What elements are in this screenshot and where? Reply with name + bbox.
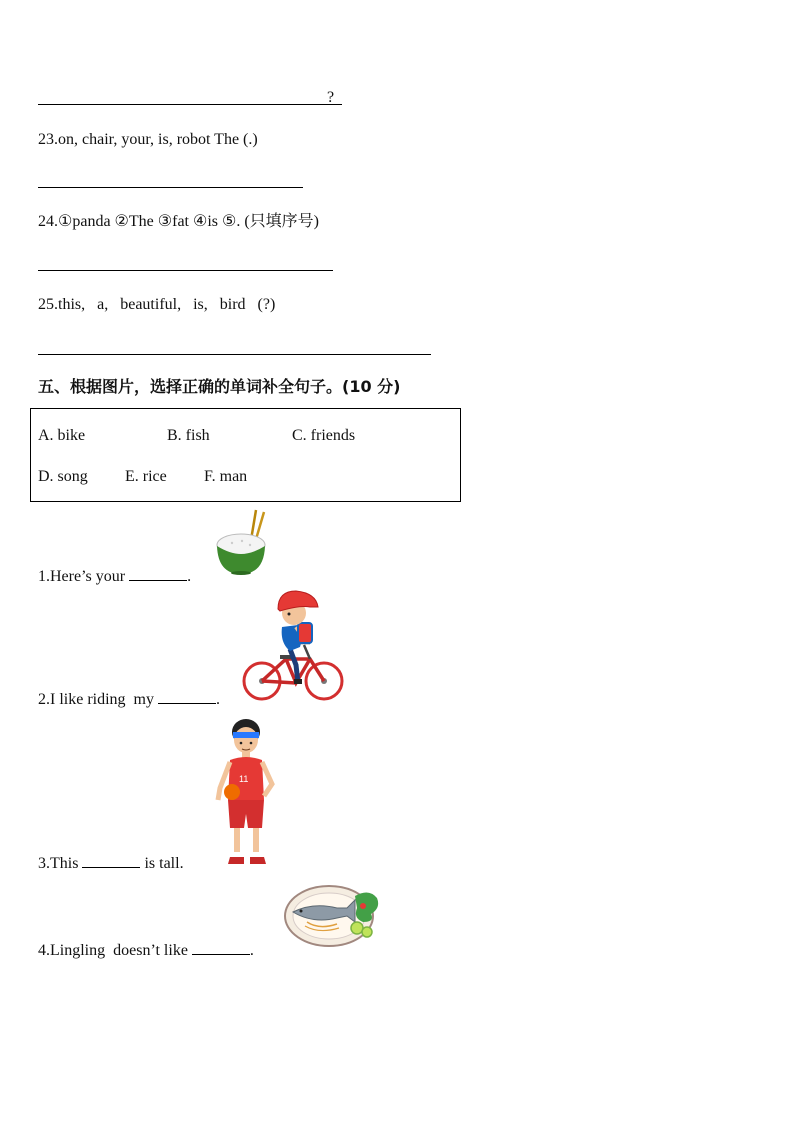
item-4-after: .	[249, 942, 254, 959]
fish-plate-icon	[283, 878, 383, 950]
answer-line-24[interactable]	[38, 270, 333, 271]
boy-on-bike-icon	[240, 587, 348, 703]
item-1-blank[interactable]	[129, 566, 187, 581]
basketball-man-icon	[206, 716, 278, 868]
option-c: C. friends	[292, 427, 356, 444]
option-f: F. man	[204, 468, 248, 485]
svg-text:11: 11	[239, 774, 249, 784]
item-1-before: 1.Here’s your	[38, 568, 130, 585]
answer-line[interactable]	[38, 104, 342, 105]
question-24: 24.①panda ②The ③fat ④is ⑤. (只填序号)	[38, 213, 320, 230]
item-4-before: 4.Lingling doesn’t like	[38, 942, 192, 959]
word-bank-box	[30, 408, 461, 502]
item-4-blank[interactable]	[192, 940, 250, 955]
item-1-after: .	[187, 568, 192, 585]
item-2-after: .	[215, 691, 220, 708]
item-2-before: 2.I like riding my	[38, 691, 158, 708]
section-heading: 五、根据图片，选择正确的单词补全句子。(10 分)	[38, 377, 401, 396]
item-2	[38, 689, 220, 710]
item-1	[38, 566, 191, 587]
answer-line-25[interactable]	[38, 354, 431, 355]
option-d: D. song	[38, 468, 88, 485]
item-4	[38, 940, 254, 961]
item-3	[38, 853, 184, 874]
item-3-blank[interactable]	[82, 853, 140, 868]
question-25: 25.this, a, beautiful, is, bird (?)	[38, 296, 276, 313]
question-23: 23.on, chair, your, is, robot The (.)	[38, 131, 258, 148]
item-3-after: is tall.	[140, 855, 184, 872]
option-e: E. rice	[125, 468, 167, 485]
item-2-blank[interactable]	[158, 689, 216, 704]
item-3-before: 3.This	[38, 855, 83, 872]
question-mark: ?	[327, 89, 335, 106]
option-b: B. fish	[167, 427, 210, 444]
answer-line-23[interactable]	[38, 187, 303, 188]
rice-bowl-icon	[212, 508, 274, 576]
option-a: A. bike	[38, 427, 86, 444]
